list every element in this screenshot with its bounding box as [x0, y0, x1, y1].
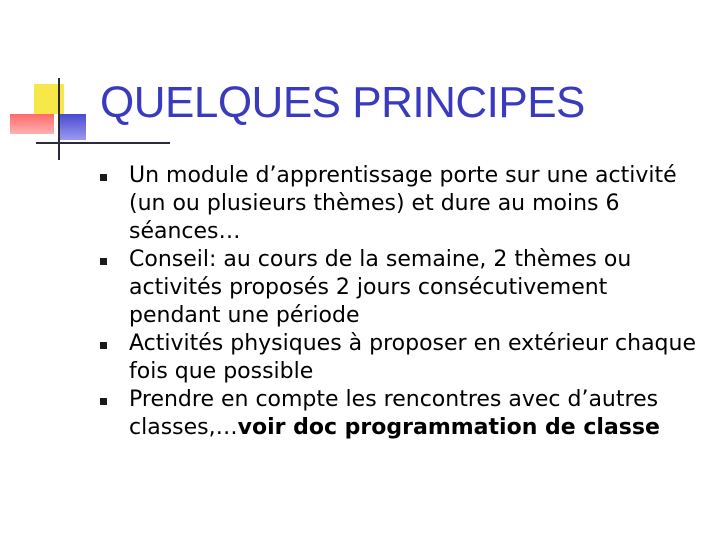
bullet-text: Activités physiques à proposer en extérieur chaque fois que possible — [129, 331, 697, 384]
square-bullet-icon — [100, 174, 107, 181]
bullet-bold-text: voir doc programmation de classe — [237, 415, 660, 440]
slide-title: QUELQUES PRINCIPES — [100, 78, 585, 127]
logo-red-bar — [10, 114, 54, 134]
logo-blue-square — [60, 114, 86, 140]
bullet-list — [100, 162, 700, 442]
bullet-text: Un module d’apprentissage porte sur une activité (un ou plusieurs thèmes) et dure au moins 6 séances… — [129, 163, 677, 244]
list-item — [100, 330, 700, 386]
list-item — [100, 162, 700, 246]
square-bullet-icon — [100, 258, 107, 265]
square-bullet-icon — [100, 342, 107, 349]
list-item — [100, 246, 700, 330]
bullet-text: Prendre en compte les rencontres avec d’autres classes,… — [129, 387, 659, 440]
list-item — [100, 386, 700, 442]
bullet-text: Conseil: au cours de la semaine, 2 thèmes ou activités proposés 2 jours consécutivement pendant une période — [129, 247, 632, 328]
logo-horizontal-line — [36, 142, 170, 144]
square-bullet-icon — [100, 398, 107, 405]
logo-vertical-line — [58, 78, 60, 160]
